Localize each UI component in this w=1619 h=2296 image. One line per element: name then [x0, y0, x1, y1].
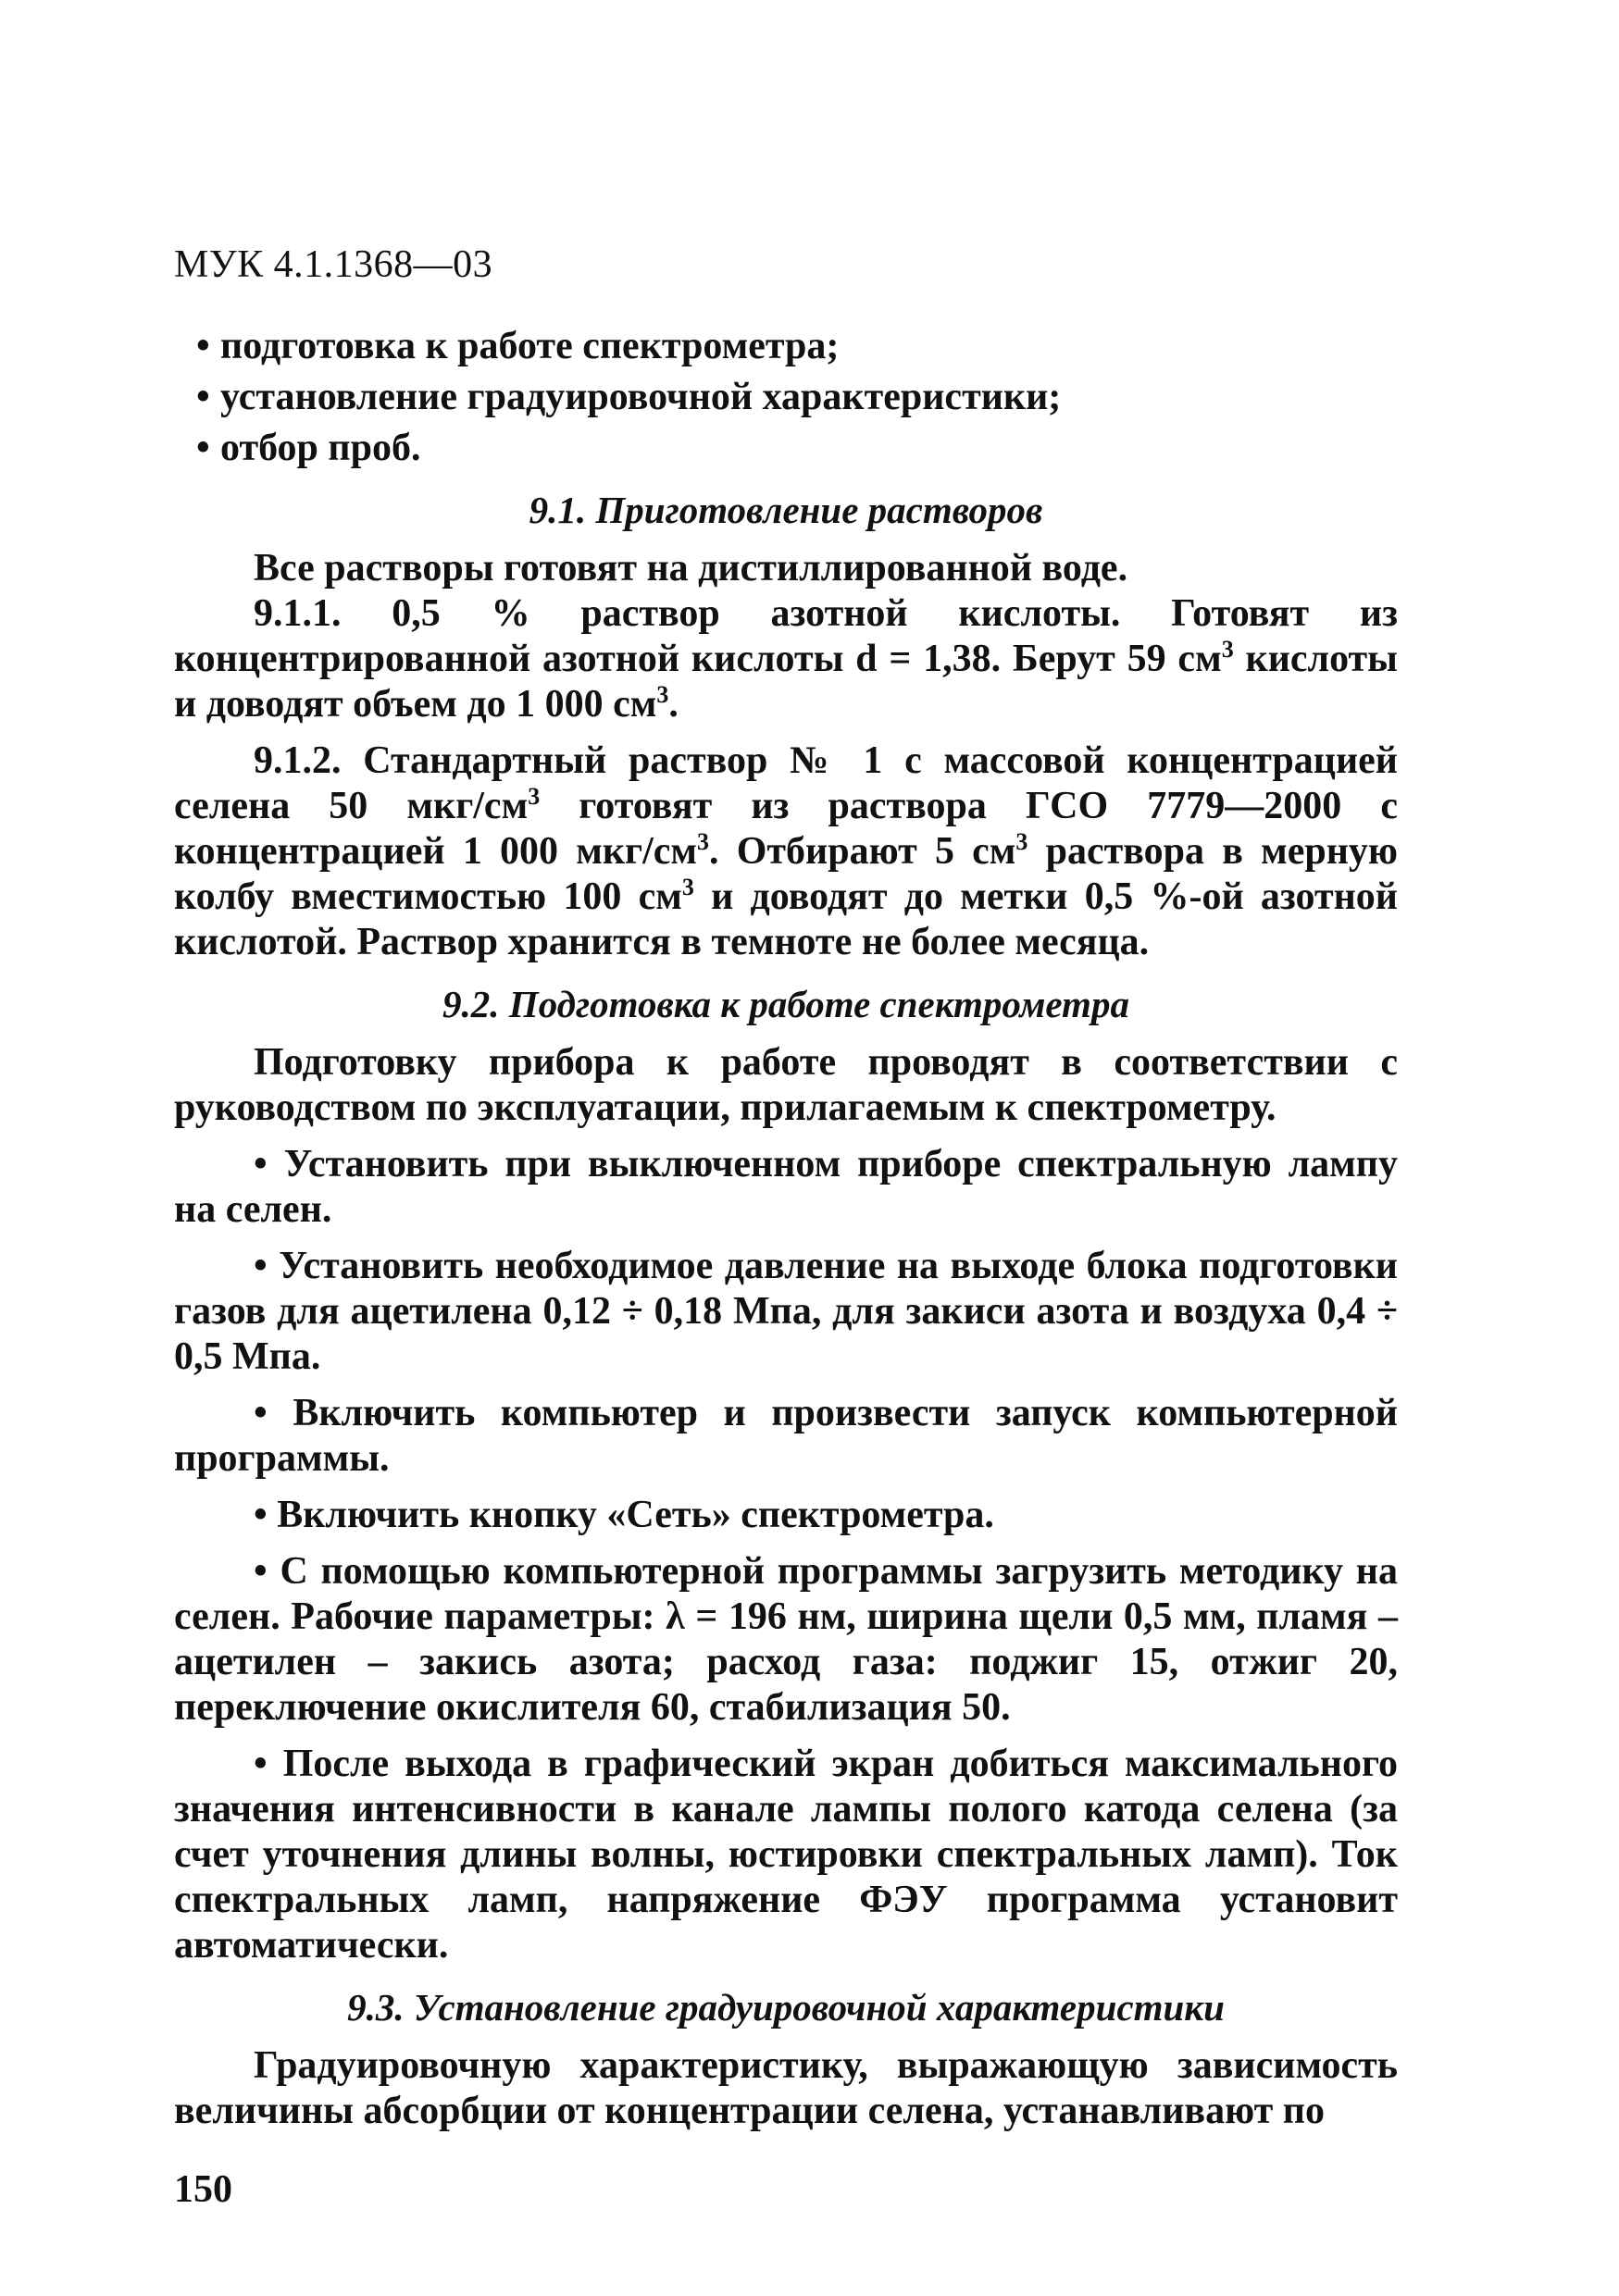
- bullet-icon: •: [196, 427, 210, 469]
- list-item: • отбор проб.: [196, 427, 421, 469]
- list-item: • подготовка к работе спектрометра;: [196, 325, 840, 367]
- bullet-icon: •: [254, 1494, 278, 1536]
- document-code-header: МУК 4.1.1368—03: [174, 243, 493, 286]
- paragraph-intro-9-1: Все растворы готовят на дистиллированной воде.: [254, 547, 1128, 590]
- section-title-9-3: 9.3. Установление градуировочной характеристики: [347, 1986, 1225, 2029]
- preparation-steps-list: [174, 324, 1398, 471]
- section-title-9-1: 9.1. Приготовление растворов: [529, 489, 1043, 531]
- paragraph-9-1-1: 9.1.1. 0,5 % раствор азотной кислоты. Готовят из концентрированной азотной кислоты d = 1,38. Берут 59 $см^3$ кислоты и доводят объем до 1 000 $см^3$.: [174, 592, 1398, 726]
- bullet-icon: •: [196, 325, 210, 367]
- instruction-item: • Установить при выключенном приборе спектральную лампу на селен.: [174, 1143, 1398, 1231]
- instruction-item: • Включить компьютер и произвести запуск компьютерной программы.: [174, 1392, 1398, 1480]
- instruction-item: • Включить кнопку «Сеть» спектрометра.: [254, 1494, 994, 1536]
- list-item: • установление градуировочной характеристики;: [196, 376, 1062, 418]
- paragraph-9-1-2: 9.1.2. Стандартный раствор № 1 с массовой концентрацией селена 50 мкг/$см^3$ готовят из раствора ГСО 7779—2000 с концентрацией 1 000 мкг/$см^3$. Отбирают 5 $см^3$ раствора в мерную колбу вместимостью 100 $см^3$ и доводят до метки 0,5 %-ой азотной кислотой. Раствор хранится в темноте не более месяца.: [174, 739, 1398, 963]
- instruction-item: • С помощью компьютерной программы загрузить методику на селен. Рабочие параметры: λ = 196 нм, ширина щели 0,5 мм, пламя – ацетилен – закись азота; расход газа: поджиг 15, отжиг 20, переключение окислителя 60, стабилизация 50.: [174, 1550, 1398, 1729]
- bullet-icon: •: [254, 1392, 293, 1434]
- bullet-icon: •: [254, 1143, 284, 1185]
- document-body: [174, 324, 1398, 2134]
- paragraph-intro-9-2: Подготовку прибора к работе проводят в соответствии с руководством по эксплуатации, прилагаемым к спектрометру.: [174, 1041, 1398, 1129]
- instruction-item: • Установить необходимое давление на выходе блока подготовки газов для ацетилена 0,12 ÷ 0,18 Мпа, для закиси азота и воздуха 0,4 ÷ 0,5 Мпа.: [174, 1245, 1398, 1378]
- bullet-icon: •: [254, 1743, 283, 1785]
- page-number: 150: [174, 2168, 232, 2211]
- instruction-item: • После выхода в графический экран добиться максимального значения интенсивности в канале лампы полого катода селена (за счет уточнения длины волны, юстировки спектральных ламп). Ток спектральных ламп, напряжение ФЭУ программа установит автоматически.: [174, 1743, 1398, 1967]
- bullet-icon: •: [196, 376, 210, 418]
- bullet-icon: •: [254, 1550, 280, 1593]
- document-page: [174, 222, 1398, 2258]
- paragraph-9-3: Градуировочную характеристику, выражающую зависимость величины абсорбции от концентрации селена, устанавливают по: [174, 2044, 1398, 2132]
- bullet-icon: •: [254, 1245, 280, 1287]
- section-title-9-2: 9.2. Подготовка к работе спектрометра: [442, 983, 1129, 1025]
